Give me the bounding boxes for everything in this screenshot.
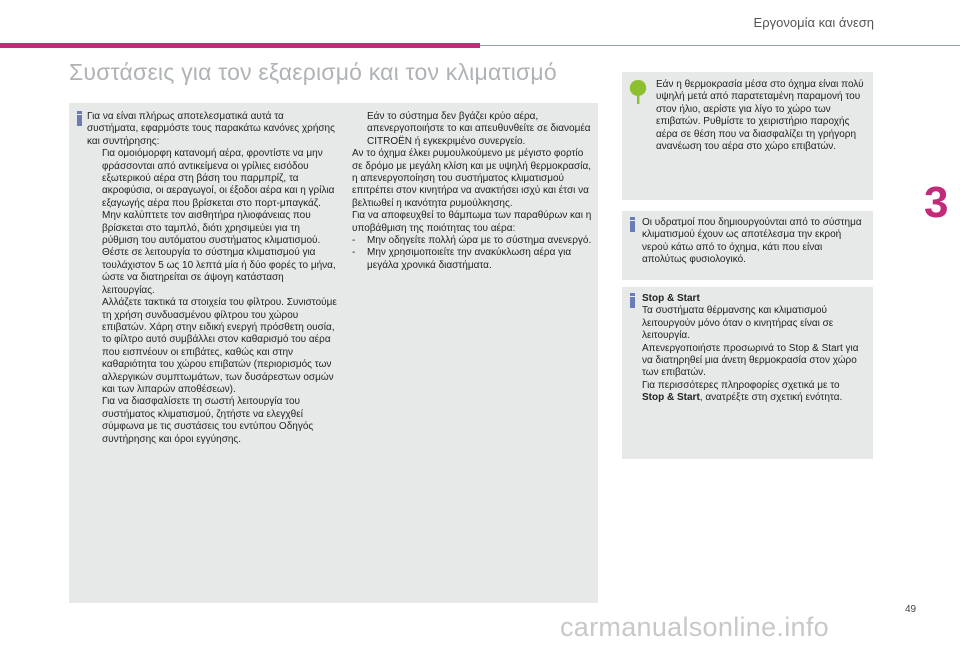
header-accent-line (480, 45, 960, 46)
dash-marker: - (352, 247, 356, 259)
info-icon (77, 111, 82, 126)
chapter-number: 3 (924, 178, 949, 227)
list-item: Εάν το σύστημα δεν βγάζει κρύο αέρα, απενεργοποιήστε το και απευθυνθείτε σε διανομέα CITROËN ή εγκεκριμένο συνεργείο. (352, 111, 592, 148)
list-item: Μην καλύπτετε τον αισθητήρα ηλιοφάνειας που βρίσκεται στο ταμπλό, διότι χρησιμεύει για τη ρύθμιση του αυτόματου συστήματος κλιματισμού. (87, 210, 337, 247)
list-item: Αλλάζετε τακτικά τα στοιχεία του φίλτρου. Συνιστούμε τη χρήση συνδυασμένου φίλτρου του χώρου επιβατών. Χάρη στην ειδική ενεργή πρόσθετη ουσία, το φίλτρο αυτό συμβάλλει στον καθαρισμό του αέρα που εισπνέουν οι επιβάτες, καθώς και στην καθαριότητα του χώρου επιβατών (περιορισμός των αλλεργικών συμπτωμάτων, των δυσάρεστων οσμών και των λιπαρών αποθέσεων). (87, 297, 337, 396)
info-icon (630, 293, 635, 308)
left-column (87, 111, 337, 446)
page-number: 49 (905, 604, 917, 615)
bullet-marker (87, 247, 102, 297)
body-paragraph: Για να αποφευχθεί το θάμπωμα των παραθύρων και η υποβάθμιση της ποιότητας του αέρα: (352, 210, 592, 234)
page-title: Συστάσεις για τον εξαερισμό και τον κλιματισμό (69, 59, 557, 85)
bullet-marker (87, 148, 102, 210)
bullet-marker (87, 297, 102, 396)
header-accent-bar (0, 43, 480, 48)
eco-tip-text: Εάν η θερμοκρασία μέσα στο όχημα είναι πολύ υψηλή μετά από παρατεταμένη παραμονή του στον ήλιο, αερίστε για λίγο το χώρο των επιβατών. Ρυθμίστε το χειριστήριο παροχής αέρα σε θέση που να διασφαλίζει τη γρήγορη ανανέωση του αέρα στο χώρο επιβατών. (656, 79, 864, 153)
info-text-stop-start: Stop & Start Τα συστήματα θέρμανσης και κλιματισμού λειτουργούν μόνο όταν ο κινητήρας είναι σε λειτουργία. Απενεργοποιήστε προσωρινά το Stop & Start για να διατηρηθεί μια άνετη θερμοκρασία στον χώρο των επιβατών. Για περισσότερες πληροφορίες σχετικά με το Stop & Start, ανατρέξτε στη σχετική ενότητα. (642, 293, 859, 404)
body-paragraph: Αν το όχημα έλκει ρυμουλκούμενο με μέγιστο φορτίο σε δρόμο με μεγάλη κλίση και με υψηλή θερμοκρασία, η απενεργοποίηση του συστήματος κλιματισμού επιτρέπει στον κινητήρα να ανακτήσει ισχύ και έτσι να βελτιωθεί η ικανότητα ρυμούλκησης. (352, 148, 592, 209)
right-column (352, 111, 592, 272)
list-item: Για ομοιόμορφη κατανομή αέρα, φροντίστε να μην φράσσονται από αντικείμενα οι γρίλιες εισόδου εξωτερικού αέρα στη βάση του παρμπρίζ, τα ακροφύσια, οι αεραγωγοί, οι έξοδοι αέρα και η γρίλια εξαγωγής αέρα που βρίσκεται στο πορτ-μπαγκάζ. (87, 148, 337, 210)
list-item: - Μην χρησιμοποιείτε την ανακύκλωση αέρα για μεγάλα χρονικά διαστήματα. (352, 247, 572, 271)
info-icon (630, 217, 635, 232)
list-item: Θέστε σε λειτουργία το σύστημα κλιματισμού για τουλάχιστον 5 ως 10 λεπτά μία ή δύο φορές το μήνα, ώστε να διατηρείται σε άψογη κατάσταση λειτουργίας. (87, 247, 337, 297)
watermark: carmanualsonline.info (560, 612, 829, 642)
info-text-condensation: Οι υδρατμοί που δημιουργούνται από το σύστημα κλιματισμού έχουν ως αποτέλεσμα την εκροή νερού κάτω από το όχημα, κάτι που είναι απολύτως φυσιολογικό. (642, 217, 862, 266)
bullet-marker (87, 210, 102, 247)
section-header: Εργονομία και άνεση (753, 15, 874, 30)
dash-marker: - (352, 235, 356, 247)
stop-start-heading: Stop & Start (642, 293, 700, 304)
bullet-marker (352, 111, 367, 148)
leaf-icon (627, 78, 649, 106)
bullet-marker (87, 396, 102, 446)
intro-text: Για να είναι πλήρως αποτελεσματικά αυτά τα συστήματα, εφαρμόστε τους παρακάτω κανόνες χρήσης και συντήρησης: (87, 111, 335, 147)
list-item: Για να διασφαλίσετε τη σωστή λειτουργία του συστήματος κλιματισμού, ζητήστε να ελεγχθεί σύμφωνα με τις συστάσεις του εντύπου Οδηγός συντήρησης και όροι εγγύησης. (87, 396, 337, 446)
list-item: - Μην οδηγείτε πολλή ώρα με το σύστημα ανενεργό. (352, 235, 592, 247)
